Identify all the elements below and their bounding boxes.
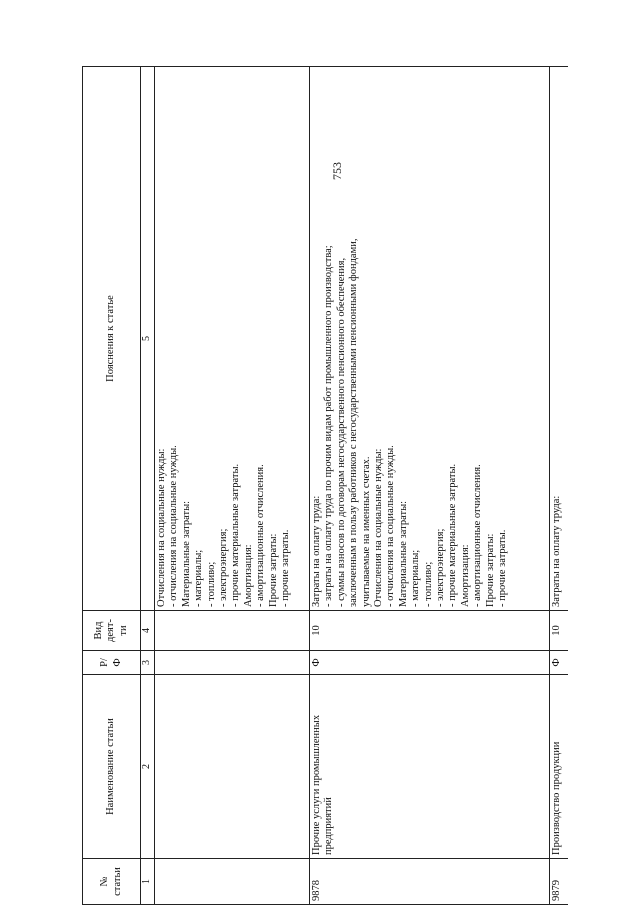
explanation-line: учитываемые на именных счетах. xyxy=(360,456,372,607)
explanation-line: - амортизационные отчисления. xyxy=(472,464,484,607)
header-activity-type: Вид деят-ти xyxy=(83,611,141,651)
explanation-line: Затраты на оплату труда: xyxy=(311,495,322,607)
page-number: 753 xyxy=(330,162,344,180)
item-explanation xyxy=(550,67,569,611)
column-number: 1 xyxy=(141,859,155,905)
explanation-line: - электроэнергия; xyxy=(435,528,447,607)
explanation-line: - электроэнергия; xyxy=(218,528,230,607)
explanation-line: Амортизация: xyxy=(242,544,254,607)
item-explanation xyxy=(310,67,550,611)
explanation-line: Прочие затраты: xyxy=(484,533,496,607)
explanation-line: Отчисления на социальные нужды: xyxy=(373,448,385,607)
explanation-line: - прочие затраты. xyxy=(497,529,509,607)
header-rf: Р/ Ф xyxy=(83,651,141,675)
table-row xyxy=(155,67,310,905)
explanation-line: - затраты на оплату труда по прочим видам работ промышленного производства; xyxy=(323,245,335,607)
explanation-line: - материалы; xyxy=(193,549,205,607)
explanation-line: Прочие затраты: xyxy=(267,533,279,607)
item-rf: Ф xyxy=(310,651,550,675)
header-explanation: Пояснения к статье xyxy=(83,67,141,611)
item-code: 9879 xyxy=(550,859,569,905)
column-number: 5 xyxy=(141,67,155,611)
header-item-name: Наименование статьи xyxy=(83,675,141,859)
explanation-line: - суммы взносов по договорам негосударственного пенсионного обеспечения, xyxy=(335,257,347,607)
column-number-row xyxy=(141,67,155,905)
explanation-line: - прочие затраты. xyxy=(280,529,292,607)
item-activity: 10 xyxy=(550,611,569,651)
column-number: 3 xyxy=(141,651,155,675)
column-number: 2 xyxy=(141,675,155,859)
table-row xyxy=(550,67,569,905)
item-name xyxy=(155,675,310,859)
item-rf: Ф xyxy=(550,651,569,675)
header-item-number: № статьи xyxy=(83,859,141,905)
explanation-line: - отчисления на социальные нужды. xyxy=(168,445,180,607)
explanation-line: Амортизация: xyxy=(459,544,471,607)
explanation-line: Отчисления на социальные нужды: xyxy=(156,448,167,607)
column-number: 4 xyxy=(141,611,155,651)
expense-items-table xyxy=(82,66,568,905)
explanation-line: - прочие материальные затраты. xyxy=(447,463,459,607)
item-name: Производство продукции xyxy=(550,675,569,859)
table-header-row xyxy=(83,67,141,905)
item-code xyxy=(155,859,310,905)
explanation-line: Материальные затраты: xyxy=(180,500,192,607)
rotated-table-container xyxy=(82,67,562,905)
explanation-line: - материалы; xyxy=(410,549,422,607)
item-activity xyxy=(155,611,310,651)
table-row xyxy=(310,67,550,905)
item-name: Прочие услуги промышленных предприятий xyxy=(310,675,550,859)
explanation-line: - топливо; xyxy=(205,561,217,607)
item-code: 9878 xyxy=(310,859,550,905)
item-explanation xyxy=(155,67,310,611)
explanation-line: - отчисления на социальные нужды. xyxy=(385,445,397,607)
explanation-line: - амортизационные отчисления. xyxy=(255,464,267,607)
explanation-line: заключенным в пользу работников с негосударственными пенсионными фондами, xyxy=(348,238,360,607)
item-activity: 10 xyxy=(310,611,550,651)
explanation-line: Затраты на оплату труда: xyxy=(551,495,562,607)
explanation-line: Материальные затраты: xyxy=(397,500,409,607)
explanation-line: - топливо; xyxy=(422,561,434,607)
item-rf xyxy=(155,651,310,675)
explanation-line: - прочие материальные затраты. xyxy=(230,463,242,607)
